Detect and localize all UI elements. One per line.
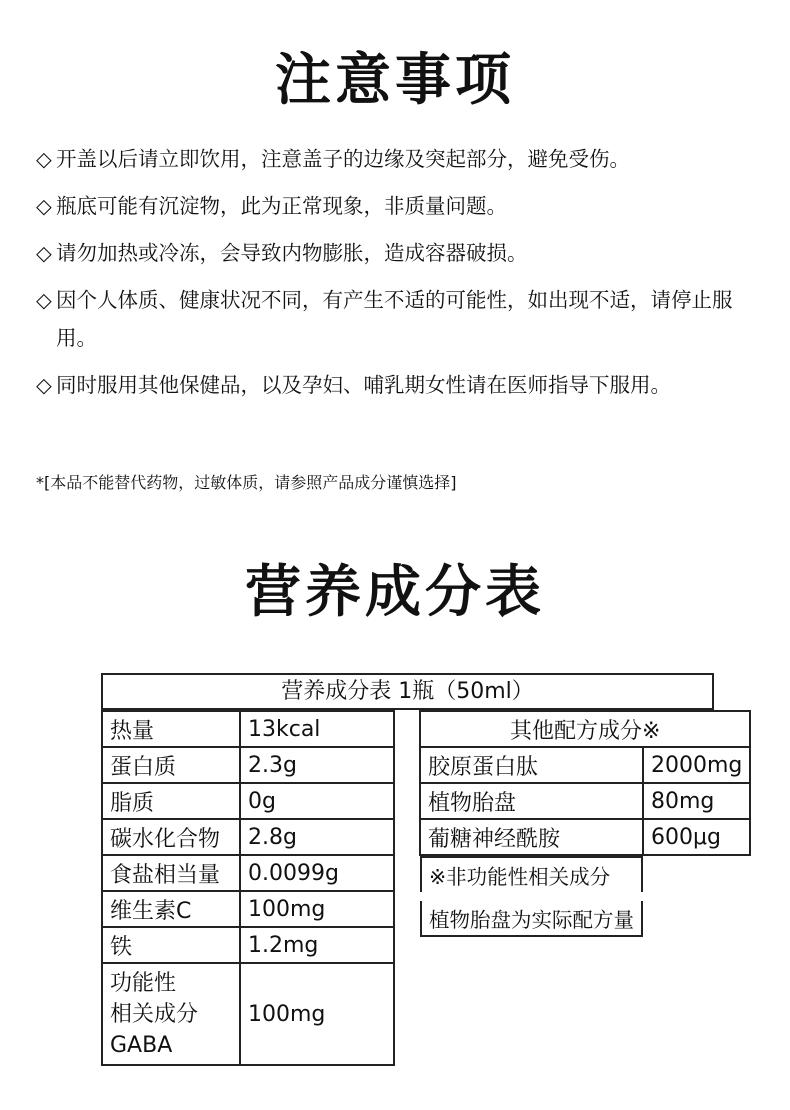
table-row	[420, 901, 750, 946]
table-footnote: 植物胎盘为实际配方量	[420, 901, 643, 937]
diamond-icon: ◇	[36, 373, 52, 397]
ingredient-name: 葡糖神经酰胺	[420, 819, 643, 855]
table-row	[102, 711, 394, 747]
table-row	[420, 855, 750, 901]
table-row	[102, 855, 394, 891]
notice-text: 因个人体质、健康状况不同，有产生不适的可能性，如出现不适，请停止服用。	[56, 288, 733, 350]
table-row	[420, 711, 750, 747]
table-footnote: ※非功能性相关成分	[420, 856, 643, 892]
nutrient-value: 2.8g	[240, 819, 394, 855]
notice-item	[36, 187, 766, 225]
table-row	[102, 891, 394, 927]
table-row	[420, 819, 750, 855]
ingredient-value: 600μg	[643, 819, 750, 855]
nutrient-value: 13kcal	[240, 711, 394, 747]
notice-item	[36, 281, 766, 357]
notice-item	[36, 140, 766, 178]
nutrient-name: 碳水化合物	[102, 819, 240, 855]
ingredient-value: 80mg	[643, 783, 750, 819]
notice-item	[36, 234, 766, 272]
notice-title: 注意事项	[275, 48, 515, 113]
diamond-icon: ◇	[36, 194, 52, 218]
nutrient-name: 蛋白质	[102, 747, 240, 783]
table-row	[420, 747, 750, 783]
nutrient-name: 食盐相当量	[102, 855, 240, 891]
notice-list	[36, 140, 766, 413]
nutrient-name: 维生素C	[102, 891, 240, 927]
table-row	[102, 927, 394, 963]
nutrient-value: 100mg	[240, 963, 394, 1065]
nutrient-name: 热量	[102, 711, 240, 747]
table-row	[102, 819, 394, 855]
ingredient-value: 2000mg	[643, 747, 750, 783]
nutrient-value: 2.3g	[240, 747, 394, 783]
nutrient-value: 100mg	[240, 891, 394, 927]
table-row	[102, 747, 394, 783]
nutrient-name: 功能性 相关成分 GABA	[102, 963, 240, 1065]
nutrient-value: 1.2mg	[240, 927, 394, 963]
nutrient-name: 铁	[102, 927, 240, 963]
nutrient-value: 0g	[240, 783, 394, 819]
notice-text: 开盖以后请立即饮用，注意盖子的边缘及突起部分，避免受伤。	[56, 147, 630, 171]
other-ingredients-table	[419, 710, 751, 946]
nutrition-table	[101, 710, 395, 1066]
notice-text: 瓶底可能有沉淀物，此为正常现象，非质量问题。	[56, 194, 507, 218]
nutrient-name: 脂质	[102, 783, 240, 819]
notice-item	[36, 366, 766, 404]
nutrition-title: 营养成分表	[245, 560, 545, 625]
diamond-icon: ◇	[36, 288, 52, 312]
notice-text: 同时服用其他保健品，以及孕妇、哺乳期女性请在医师指导下服用。	[56, 373, 671, 397]
disclaimer: *[本品不能替代药物，过敏体质，请参照产品成分谨慎选择]	[36, 473, 457, 492]
diamond-icon: ◇	[36, 147, 52, 171]
nutrition-table-header: 营养成分表 1瓶（50ml）	[101, 673, 714, 710]
table-row	[420, 783, 750, 819]
table-row	[102, 783, 394, 819]
other-ingredients-header: 其他配方成分※	[420, 711, 750, 747]
table-row	[102, 963, 394, 1065]
ingredient-name: 胶原蛋白肽	[420, 747, 643, 783]
diamond-icon: ◇	[36, 241, 52, 265]
ingredient-name: 植物胎盘	[420, 783, 643, 819]
nutrient-value: 0.0099g	[240, 855, 394, 891]
notice-text: 请勿加热或冷冻，会导致内物膨胀，造成容器破损。	[56, 241, 528, 265]
